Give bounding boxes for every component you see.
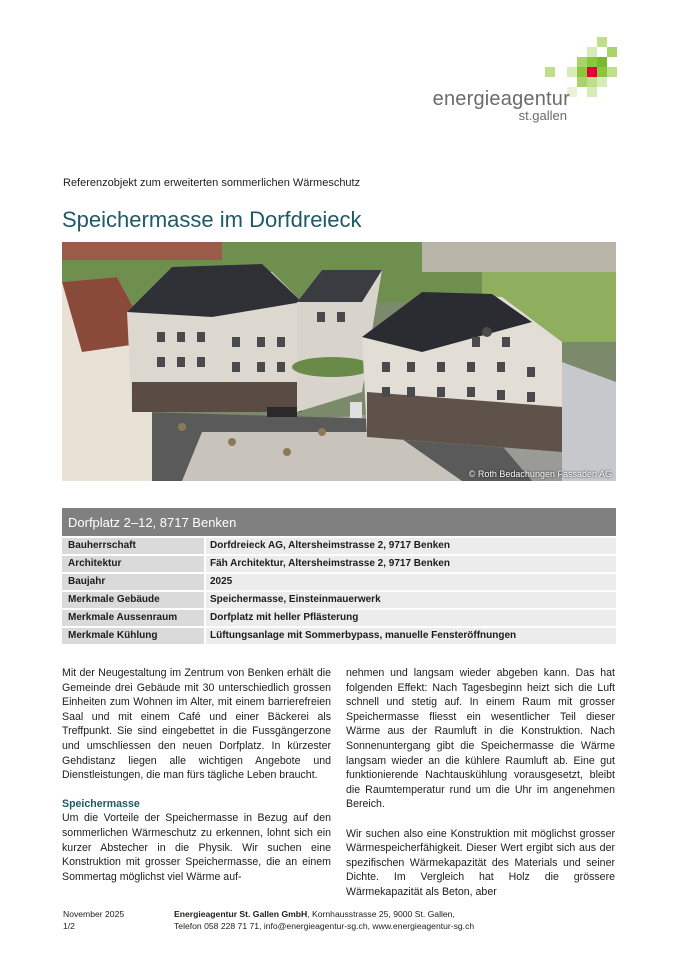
- table-row-value: Dorfplatz mit heller Pflästerung: [206, 610, 616, 626]
- table-row-key: Merkmale Gebäude: [62, 592, 204, 608]
- footer-org: Energieagentur St. Gallen GmbH: [174, 909, 308, 919]
- logo-subname: st.gallen: [518, 108, 567, 123]
- footer-date: November 2025: [63, 909, 125, 919]
- intro-paragraph: Mit der Neugestaltung im Zentrum von Benken erhält die Gemeinde drei Gebäude mit 30 unterschiedlich grossen Einheiten zum Wohnen im Alter, mit einem barrierefreien Saal und mit einem Café und einer Bäckerei als Treffpunkt. Sie sind eingebettet in die Fussgängerzone und umschliessen den neuen Dorfplatz. In kürzester Gehdistanz liegen alle wichtigen Angebote und Dienstleistungen, die man fürs tägliche Leben braucht.: [62, 667, 331, 782]
- page-number: 1/2: [63, 921, 75, 931]
- paragraph: Wir suchen also eine Konstruktion mit möglichst grosser Wärmespeicherfähigkeit. Dieser Wert ergibt sich aus der spezifischen Wärmekapazität des Materials und seiner Dichte. Im Vergleich hat Holz die grössere Wärmekapazität als Beton, aber: [346, 827, 615, 898]
- table-row-key: Baujahr: [62, 574, 204, 590]
- table-row-key: Merkmale Kühlung: [62, 628, 204, 644]
- table-row-key: Architektur: [62, 556, 204, 572]
- table-row: [62, 556, 616, 572]
- table-row-value: Fäh Architektur, Altersheimstrasse 2, 9717 Benken: [206, 556, 616, 572]
- building-photo-illustration: [62, 242, 616, 481]
- table-row-value: Speichermasse, Einsteinmauerwerk: [206, 592, 616, 608]
- table-row-value: Dorfdreieck AG, Altersheimstrasse 2, 9717 Benken: [206, 538, 616, 554]
- footer-contact: [174, 908, 474, 932]
- table-row: [62, 628, 616, 644]
- photo-credit: © Roth Bedachungen Fassaden AG: [468, 469, 612, 479]
- logo: [0, 0, 678, 130]
- table-row: [62, 610, 616, 626]
- footer-meta: [63, 908, 124, 932]
- section-heading: Speichermasse: [62, 797, 140, 810]
- table-row-value: 2025: [206, 574, 616, 590]
- table-row: [62, 574, 616, 590]
- body-column-right: [346, 666, 615, 900]
- table-row: [62, 592, 616, 608]
- building-photo: [62, 242, 616, 481]
- project-info-table: [62, 508, 616, 644]
- page-title: Speichermasse im Dorfdreieck: [62, 207, 362, 232]
- body-column-left: [62, 666, 331, 884]
- table-row: [62, 538, 616, 554]
- table-row-value: Lüftungsanlage mit Sommerbypass, manuelle Fensteröffnungen: [206, 628, 616, 644]
- paragraph: nehmen und langsam wieder abgeben kann. Das hat folgenden Effekt: Nach Tagesbeginn heizt sich die Luft schnell und stetig auf. In einem Raum mit grosser Speichermasse fliesst ein wesentlicher Teil dieser Wärme aus der Raumluft in die Konstruktion. Nach Sonnenuntergang gibt die Speichermasse die Wärme langsam wieder an die kühlere Raumluft ab. Eine gut funktionierende Nachtauskühlung vorausgesetzt, bleibt die Raumtemperatur rund um die Uhr im angenehmen Bereich.: [346, 667, 615, 811]
- table-heading: Dorfplatz 2–12, 8717 Benken: [62, 508, 616, 536]
- section-paragraph: Um die Vorteile der Speichermasse in Bezug auf den sommerlichen Wärmeschutz zu erkennen, lohnt sich ein kurzer Abstecher in die Physik. Wir suchen eine Konstruktion mit grosser Speichermasse, die an einem Sommertag möglichst viel Wärme auf-: [62, 812, 331, 883]
- document-subtitle: Referenzobjekt zum erweiterten sommerlichen Wärmeschutz: [63, 177, 361, 189]
- table-row-key: Merkmale Aussenraum: [62, 610, 204, 626]
- logo-name: energieagentur: [432, 88, 570, 110]
- footer-contact-line: Telefon 058 228 71 71, info@energieagentur-sg.ch, www.energieagentur-sg.ch: [174, 921, 475, 931]
- table-row-key: Bauherrschaft: [62, 538, 204, 554]
- footer-address: , Kornhausstrasse 25, 9000 St. Gallen,: [307, 909, 455, 919]
